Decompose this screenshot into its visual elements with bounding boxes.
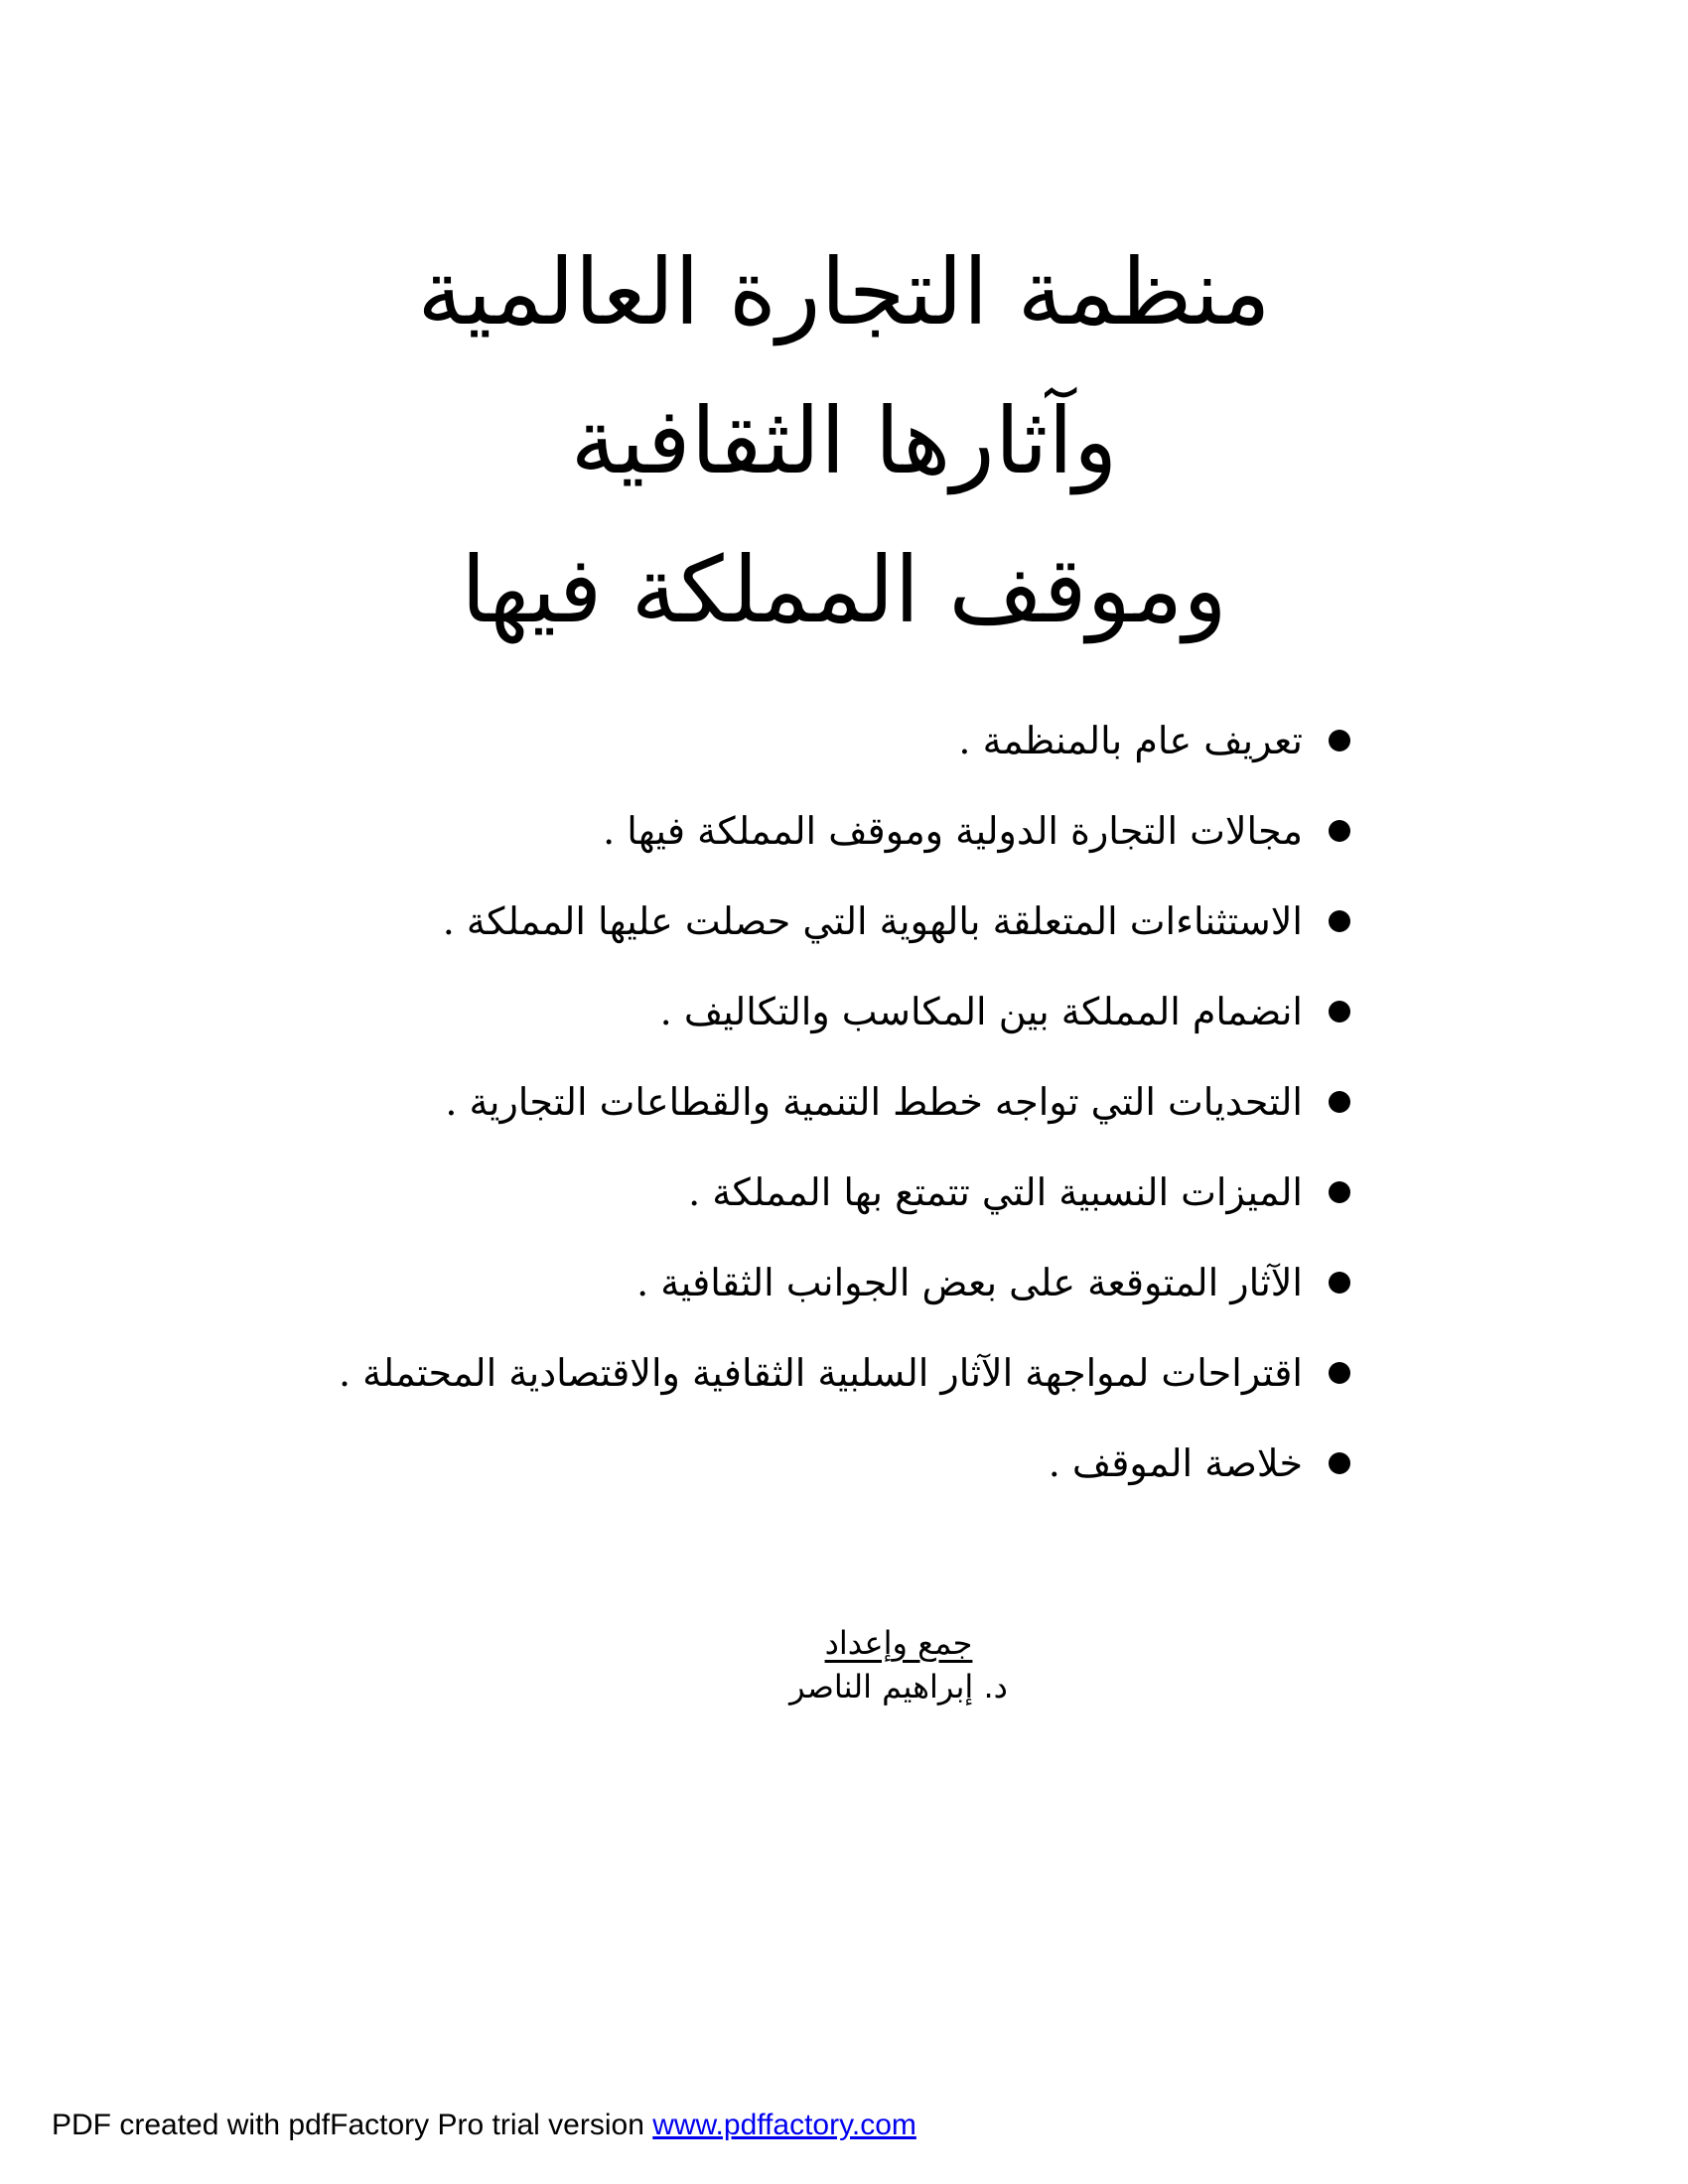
list-item [318, 785, 1350, 876]
bullet-icon [1329, 1362, 1350, 1384]
bullet-icon [1329, 820, 1350, 842]
topic-text: اقتراحات لمواجهة الآثار السلبية الثقافية والاقتصادية المحتملة . [338, 1350, 1303, 1395]
footer-text: PDF created with pdfFactory Pro trial version [52, 2109, 653, 2141]
pdf-footer [52, 2109, 916, 2142]
title-line-2: وآثارها الثقافية [570, 388, 1118, 494]
list-item [318, 876, 1350, 966]
author-block [0, 1624, 1688, 1706]
bullet-icon [1329, 1181, 1350, 1203]
topic-text: الآثار المتوقعة على بعض الجوانب الثقافية . [636, 1260, 1303, 1304]
list-item [318, 1327, 1350, 1418]
list-item [318, 1237, 1350, 1327]
author-name: د. إبراهيم الناصر [789, 1668, 1008, 1706]
topic-text: تعريف عام بالمنظمة . [958, 718, 1303, 762]
topic-text: الاستثناءات المتعلقة بالهوية التي حصلت عليها المملكة . [442, 898, 1303, 943]
bullet-icon [1329, 730, 1350, 751]
author-caption: جمع وإعداد [824, 1624, 973, 1662]
list-item [318, 695, 1350, 785]
list-item [318, 1056, 1350, 1147]
title-line-1: منظمة التجارة العالمية [417, 239, 1271, 345]
bullet-icon [1329, 1272, 1350, 1294]
bullet-icon [1329, 1001, 1350, 1023]
topic-text: الميزات النسبية التي تتمتع بها المملكة . [688, 1169, 1303, 1214]
bullet-icon [1329, 910, 1350, 932]
topic-text: التحديات التي تواجه خطط التنمية والقطاعات التجارية . [445, 1079, 1303, 1124]
topics-list [318, 695, 1350, 1508]
bullet-icon [1329, 1091, 1350, 1113]
topic-text: مجالات التجارة الدولية وموقف المملكة فيها . [603, 808, 1303, 853]
list-item [318, 1418, 1350, 1508]
topic-text: انضمام المملكة بين المكاسب والتكاليف . [659, 989, 1303, 1033]
topic-text: خلاصة الموقف . [1048, 1440, 1303, 1485]
list-item [318, 966, 1350, 1056]
bullet-icon [1329, 1452, 1350, 1474]
title-line-3: وموقف المملكة فيها [461, 537, 1227, 643]
list-item [318, 1147, 1350, 1237]
footer-link[interactable]: www.pdffactory.com [652, 2109, 916, 2141]
document-title [0, 218, 1688, 665]
